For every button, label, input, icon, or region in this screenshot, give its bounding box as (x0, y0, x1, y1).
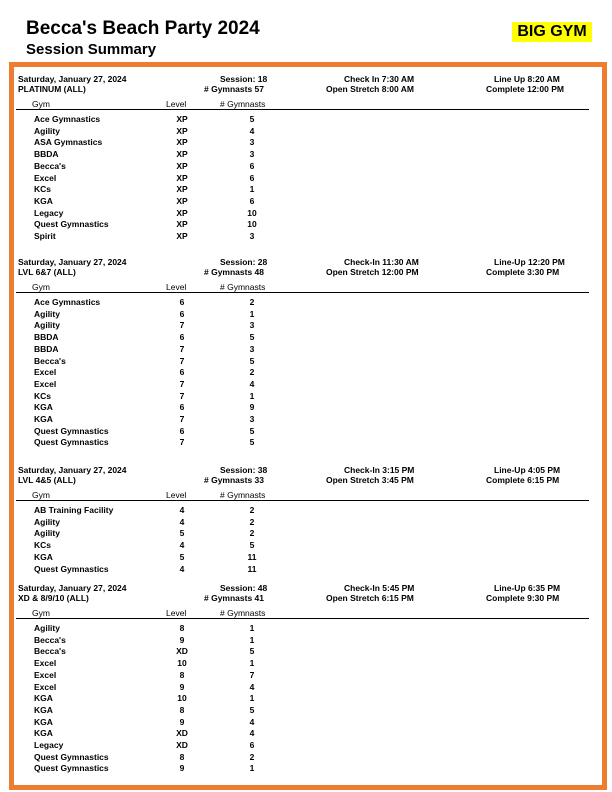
table-row-gym: KGA (34, 195, 53, 206)
table-row-level: XP (176, 195, 188, 206)
table-row-level: 8 (179, 669, 185, 680)
table-row-gym: Agility (34, 125, 60, 136)
table-row-gym: Excel (34, 669, 57, 680)
complete-time: Complete 6:15 PM (486, 475, 560, 485)
table-row-gym: Quest Gymnastics (34, 425, 109, 436)
table-row-count: 2 (249, 528, 255, 539)
column-header-level: Level (166, 99, 187, 109)
table-row-gym: Quest Gymnastics (34, 763, 109, 774)
lineup-time: Line-Up 4:05 PM (494, 465, 561, 475)
table-row-level: 4 (179, 505, 185, 515)
session-group: LVL 4&5 (ALL) (18, 475, 76, 485)
table-row-gym: Excel (34, 658, 57, 669)
table-row-gym: Quest Gymnastics (34, 437, 109, 448)
table-row-level: XD (176, 646, 188, 657)
table-row-gym: Excel (34, 367, 57, 378)
column-header-gym: Gym (32, 490, 50, 500)
lineup-time: Line Up 8:20 AM (494, 74, 560, 84)
session-gymnast-count: # Gymnasts 41 (204, 593, 265, 603)
table-row-level: 6 (179, 425, 185, 436)
session-gymnast-count: # Gymnasts 33 (204, 475, 265, 485)
table-row-level: 7 (179, 355, 185, 366)
table-row-level: 6 (179, 402, 185, 413)
table-row-level: 6 (179, 297, 185, 307)
table-row-level: 10 (177, 693, 187, 704)
table-row-count: 4 (249, 125, 255, 136)
table-row-level: XP (176, 137, 188, 148)
table-row-gym: Agility (34, 516, 60, 527)
table-row-level: XD (176, 728, 188, 739)
table-row-count: 11 (247, 551, 257, 562)
table-row-count: 3 (249, 320, 255, 331)
table-row-count: 3 (249, 414, 255, 424)
table-row-gym: KGA (34, 716, 53, 727)
table-row-level: XP (176, 231, 188, 241)
table-row-gym: Legacy (34, 740, 64, 750)
table-row-count: 4 (249, 681, 255, 692)
table-row-gym: Excel (34, 681, 57, 692)
table-row-gym: KGA (34, 728, 53, 739)
table-row-level: 7 (179, 437, 185, 448)
session-date: Saturday, January 27, 2024 (18, 74, 127, 84)
table-row-count: 4 (249, 716, 255, 727)
column-header-count: # Gymnasts (220, 608, 266, 618)
table-row-level: XP (176, 114, 188, 124)
table-row-gym: Spirit (34, 231, 56, 241)
table-row-count: 2 (249, 516, 255, 527)
table-row-level: XP (176, 172, 188, 183)
table-row-count: 9 (249, 402, 255, 413)
table-row-level: XP (176, 125, 188, 136)
table-row-level: 8 (179, 751, 185, 762)
table-row-count: 10 (247, 207, 257, 218)
table-row-level: 7 (179, 390, 185, 401)
table-row-gym: Quest Gymnastics (34, 563, 109, 574)
session-date: Saturday, January 27, 2024 (18, 583, 127, 593)
table-row-gym: KCs (34, 540, 52, 551)
session-number: Session: 28 (220, 257, 268, 267)
table-row-level: XD (176, 740, 188, 750)
header-rule (16, 618, 589, 619)
table-row-count: 10 (247, 219, 257, 230)
table-row-count: 1 (249, 308, 255, 319)
table-row-count: 6 (249, 172, 255, 183)
table-row-level: 7 (179, 414, 185, 424)
session-group: XD & 8/9/10 (ALL) (18, 593, 89, 603)
table-row-gym: KGA (34, 414, 53, 424)
table-row-gym: BBDA (34, 149, 59, 160)
table-row-count: 1 (249, 623, 255, 633)
checkin-time: Check-In 5:45 PM (344, 583, 415, 593)
open-stretch-time: Open Stretch 6:15 PM (326, 593, 414, 603)
checkin-time: Check-In 3:15 PM (344, 465, 415, 475)
column-header-count: # Gymnasts (220, 282, 266, 292)
column-header-gym: Gym (32, 99, 50, 109)
table-row-level: XP (176, 219, 188, 230)
column-header-level: Level (166, 282, 187, 292)
table-row-count: 1 (249, 693, 255, 704)
table-row-count: 7 (249, 669, 255, 680)
session-gymnast-count: # Gymnasts 57 (204, 84, 265, 94)
table-row-count: 2 (249, 367, 255, 378)
table-row-gym: Agility (34, 528, 60, 539)
table-row-level: XP (176, 149, 188, 160)
session-number: Session: 18 (220, 74, 268, 84)
table-row-count: 5 (249, 114, 255, 124)
table-row-count: 5 (249, 332, 255, 343)
table-row-count: 2 (249, 505, 255, 515)
lineup-time: Line-Up 6:35 PM (494, 583, 561, 593)
session-group: PLATINUM (ALL) (18, 84, 86, 94)
table-row-count: 5 (249, 355, 255, 366)
table-row-count: 5 (249, 646, 255, 657)
open-stretch-time: Open Stretch 8:00 AM (326, 84, 415, 94)
table-row-level: 4 (179, 540, 185, 551)
table-row-gym: Quest Gymnastics (34, 219, 109, 230)
table-row-gym: Becca's (34, 160, 66, 171)
table-row-level: 9 (179, 763, 185, 774)
table-row-level: 9 (179, 716, 185, 727)
checkin-time: Check-In 11:30 AM (344, 257, 419, 267)
table-row-count: 1 (249, 390, 255, 401)
table-row-gym: KCs (34, 390, 52, 401)
table-row-level: 7 (179, 378, 185, 389)
table-row-gym: KGA (34, 402, 53, 413)
complete-time: Complete 12:00 PM (486, 84, 564, 94)
session-group: LVL 6&7 (ALL) (18, 267, 76, 277)
session-date: Saturday, January 27, 2024 (18, 257, 127, 267)
open-stretch-time: Open Stretch 3:45 PM (326, 475, 414, 485)
table-row-gym: KGA (34, 704, 53, 715)
table-row-level: 9 (179, 634, 185, 645)
table-row-level: 9 (179, 681, 185, 692)
session-date: Saturday, January 27, 2024 (18, 465, 127, 475)
header-rule (16, 292, 589, 293)
table-row-count: 6 (249, 160, 255, 171)
table-row-count: 1 (249, 658, 255, 669)
table-row-gym: ASA Gymnastics (34, 137, 103, 148)
column-header-level: Level (166, 608, 187, 618)
table-row-gym: Becca's (34, 355, 66, 366)
table-row-gym: Excel (34, 172, 57, 183)
table-row-level: 8 (179, 623, 185, 633)
page-subtitle: Session Summary (26, 41, 157, 58)
table-row-gym: Agility (34, 623, 60, 633)
page-title: Becca's Beach Party 2024 (26, 18, 260, 39)
table-row-count: 1 (249, 634, 255, 645)
table-row-count: 4 (249, 728, 255, 739)
table-row-gym: Ace Gymnastics (34, 114, 101, 124)
column-header-level: Level (166, 490, 187, 500)
table-row-gym: KGA (34, 693, 53, 704)
header-rule (16, 109, 589, 110)
table-row-count: 11 (247, 563, 257, 574)
header-rule (16, 500, 589, 501)
table-row-gym: Legacy (34, 207, 64, 218)
table-row-gym: Agility (34, 320, 60, 331)
complete-time: Complete 9:30 PM (486, 593, 560, 603)
table-row-count: 5 (249, 704, 255, 715)
table-row-count: 5 (249, 437, 255, 448)
table-row-level: 6 (179, 308, 185, 319)
column-header-gym: Gym (32, 282, 50, 292)
table-row-gym: Excel (34, 378, 57, 389)
table-row-gym: KCs (34, 184, 52, 195)
table-row-gym: Becca's (34, 646, 66, 657)
gym-size-badge: BIG GYM (512, 22, 592, 42)
table-row-count: 3 (249, 231, 255, 241)
table-row-count: 5 (249, 425, 255, 436)
table-row-level: XP (176, 160, 188, 171)
table-row-level: 10 (177, 658, 187, 669)
table-row-count: 6 (249, 195, 255, 206)
table-row-count: 3 (249, 137, 255, 148)
table-row-count: 6 (249, 740, 255, 750)
table-row-count: 3 (249, 343, 255, 354)
table-row-count: 5 (249, 540, 255, 551)
table-row-count: 4 (249, 378, 255, 389)
table-row-gym: Becca's (34, 634, 66, 645)
table-row-count: 2 (249, 297, 255, 307)
table-row-level: 4 (179, 563, 185, 574)
table-row-gym: Quest Gymnastics (34, 751, 109, 762)
table-row-level: 6 (179, 367, 185, 378)
table-row-count: 1 (249, 184, 255, 195)
table-row-level: XP (176, 207, 188, 218)
session-gymnast-count: # Gymnasts 48 (204, 267, 265, 277)
table-row-gym: Ace Gymnastics (34, 297, 101, 307)
table-row-level: 5 (179, 528, 185, 539)
table-row-gym: AB Training Facility (34, 505, 114, 515)
session-number: Session: 38 (220, 465, 268, 475)
summary-frame (9, 62, 607, 790)
lineup-time: Line-Up 12:20 PM (494, 257, 565, 267)
table-row-level: 5 (179, 551, 185, 562)
column-header-gym: Gym (32, 608, 50, 618)
table-row-level: 7 (179, 320, 185, 331)
table-row-level: 8 (179, 704, 185, 715)
column-header-count: # Gymnasts (220, 490, 266, 500)
table-row-level: XP (176, 184, 188, 195)
table-row-gym: BBDA (34, 343, 59, 354)
session-number: Session: 48 (220, 583, 268, 593)
table-row-count: 1 (249, 763, 255, 774)
table-row-gym: KGA (34, 551, 53, 562)
table-row-level: 6 (179, 332, 185, 343)
table-row-gym: Agility (34, 308, 60, 319)
table-row-count: 2 (249, 751, 255, 762)
table-row-level: 7 (179, 343, 185, 354)
column-header-count: # Gymnasts (220, 99, 266, 109)
table-row-gym: BBDA (34, 332, 59, 343)
checkin-time: Check In 7:30 AM (344, 74, 415, 84)
table-row-level: 4 (179, 516, 185, 527)
complete-time: Complete 3:30 PM (486, 267, 560, 277)
table-row-count: 3 (249, 149, 255, 160)
open-stretch-time: Open Stretch 12:00 PM (326, 267, 419, 277)
